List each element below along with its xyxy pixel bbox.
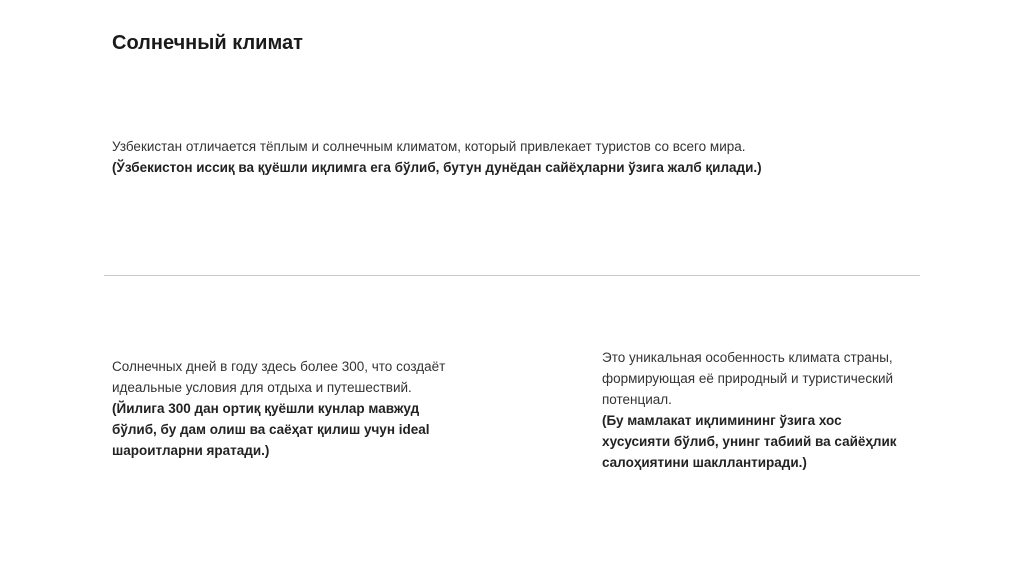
slide-title: Солнечный климат bbox=[112, 32, 303, 54]
right-text-uzbek: (Бу мамлакат иқлимининг ўзига хос хусусияти бўлиб, унинг табиий ва сайёҳлик салоҳиятини шакллантиради.) bbox=[602, 413, 897, 470]
left-text-block bbox=[112, 356, 452, 461]
right-text-block bbox=[602, 347, 912, 473]
intro-paragraph bbox=[112, 136, 892, 178]
right-text-russian: Это уникальная особенность климата страны, формирующая её природный и туристический потенциал. bbox=[602, 350, 894, 407]
intro-text-russian: Узбекистан отличается тёплым и солнечным климатом, который привлекает туристов со всего мира. bbox=[112, 139, 746, 154]
left-text-russian: Солнечных дней в году здесь более 300, что создаёт идеальные условия для отдыха и путешествий. bbox=[112, 359, 446, 395]
intro-text-uzbek: (Ўзбекистон иссиқ ва қуёшли иқлимга ега бўлиб, бутун дунёдан сайёҳларни ўзига жалб қилади.) bbox=[112, 160, 762, 175]
horizontal-divider bbox=[104, 275, 920, 276]
left-text-uzbek: (Йилига 300 дан ортиқ қуёшли кунлар мавжуд бўлиб, бу дам олиш ва саёҳат қилиш учун ideal шароитларни яратади.) bbox=[112, 401, 430, 458]
